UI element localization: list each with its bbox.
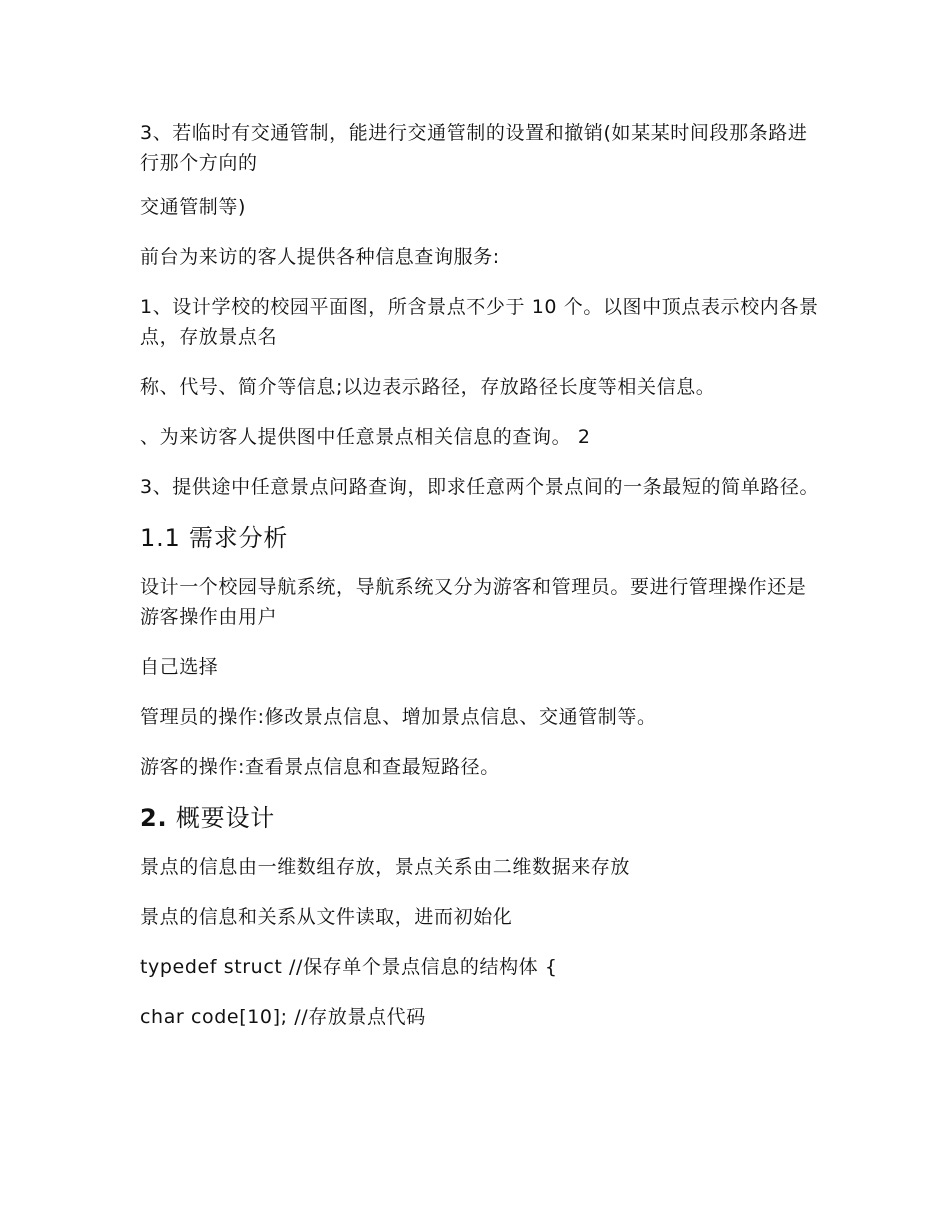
code-line-typedef: typedef struct //保存单个景点信息的结构体 { xyxy=(140,956,558,978)
section-heading-overview xyxy=(140,802,820,834)
section-number: 2. xyxy=(140,804,168,832)
section-heading-requirements: 1.1 需求分析 xyxy=(140,524,289,552)
paragraph-admin-operations: 管理员的操作:修改景点信息、增加景点信息、交通管制等。 xyxy=(140,706,657,728)
paragraph-path-query: 3、提供途中任意景点问路查询，即求任意两个景点间的一条最短的简单路径。 xyxy=(140,476,820,498)
paragraph-traffic-control: 3、若临时有交通管制，能进行交通管制的设置和撤销(如某某时间段那条路进行那个方向的 xyxy=(140,122,808,174)
paragraph-storage: 景点的信息由一维数组存放，景点关系由二维数据来存放 xyxy=(140,856,631,878)
paragraph-visitor-operations: 游客的操作:查看景点信息和查最短路径。 xyxy=(140,756,500,778)
paragraph-campus-map-cont: 称、代号、简介等信息;以边表示路径，存放路径长度等相关信息。 xyxy=(140,376,716,398)
paragraph-info-query: 、为来访客人提供图中任意景点相关信息的查询。 2 xyxy=(140,426,591,448)
code-line-char-code: char code[10]; //存放景点代码 xyxy=(140,1006,426,1028)
paragraph-campus-map: 1、设计学校的校园平面图，所含景点不少于 10 个。以图中顶点表示校内各景点，存放景点名 xyxy=(140,296,819,348)
section-title: 概要设计 xyxy=(167,804,276,832)
document-body xyxy=(140,118,820,1052)
paragraph-front-desk: 前台为来访的客人提供各种信息查询服务: xyxy=(140,246,500,268)
paragraph-system-design-cont: 自己选择 xyxy=(140,656,219,678)
paragraph-file-init: 景点的信息和关系从文件读取，进而初始化 xyxy=(140,906,513,928)
paragraph-traffic-control-cont: 交通管制等) xyxy=(140,196,247,218)
paragraph-system-design: 设计一个校园导航系统，导航系统又分为游客和管理员。要进行管理操作还是游客操作由用户 xyxy=(140,576,807,628)
